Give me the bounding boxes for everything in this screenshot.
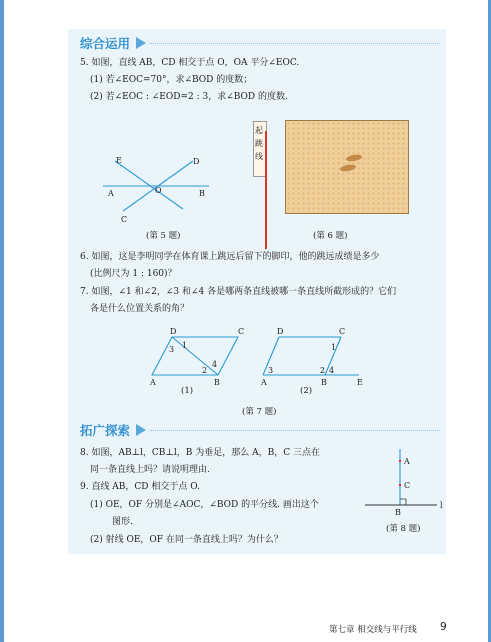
- problem-5-stem: 5. 如图，直线 AB，CD 相交于点 O，OA 平分∠EOC.: [80, 58, 300, 68]
- angle-4: 4: [329, 366, 335, 375]
- dotted-rule: [150, 43, 440, 44]
- label-l: l: [440, 501, 443, 510]
- problem-7-stem: 7. 如图，∠1 和∠2，∠3 和∠4 各是哪两条直线被哪一条直线所截形成的？它们: [80, 287, 397, 297]
- triangle-arrow-icon: [136, 37, 146, 49]
- angle-1: 1: [331, 343, 337, 352]
- chapter-footer: 第七章 相交线与平行线: [329, 625, 417, 635]
- page-edge-left: [0, 0, 4, 642]
- label-D: D: [277, 327, 284, 336]
- triangle-arrow-icon: [136, 424, 146, 436]
- label-C: C: [339, 327, 346, 336]
- label-B: B: [395, 508, 401, 517]
- exercise-panel: [68, 29, 446, 554]
- problem-7-stem-cont: 各是什么位置关系的角？: [90, 304, 190, 314]
- label-C: C: [404, 481, 411, 490]
- problem-6-stem-cont: (比例尺为 1 : 160)？: [90, 269, 177, 279]
- label-A: A: [150, 378, 156, 387]
- label-O: O: [155, 186, 162, 195]
- label-B: B: [199, 189, 205, 198]
- label-C: C: [121, 215, 128, 224]
- angle-2: 2: [320, 366, 326, 375]
- caption-fig-7-1: (1): [181, 386, 194, 396]
- section-header-comprehensive: [80, 34, 440, 52]
- label-E: E: [116, 156, 122, 165]
- label-D: D: [193, 157, 200, 166]
- problem-9-stem: 9. 直线 AB，CD 相交于点 O.: [80, 482, 200, 492]
- problem-5-part-2: (2) 若∠EOC : ∠EOD=2 : 3，求∠BOD 的度数.: [90, 92, 288, 102]
- section-header-extension: [80, 421, 440, 439]
- angle-3: 3: [169, 345, 175, 354]
- problem-9-part-1: (1) OE，OF 分别是∠AOC，∠BOD 的平分线. 画出这个: [90, 500, 319, 510]
- figure-7-1-diagram: [150, 329, 260, 389]
- section-title: 拓广探索: [80, 423, 131, 438]
- angle-3: 3: [268, 366, 274, 375]
- figure-7-2-diagram: [263, 329, 373, 389]
- sandbox-footprint-image: [285, 120, 409, 214]
- problem-6-stem: 6. 如图，这是李明同学在体育课上跳远后留下的脚印，他的跳远成绩是多少: [80, 252, 380, 262]
- angle-4: 4: [212, 360, 218, 369]
- jump-line: [265, 131, 267, 249]
- caption-fig-7-2: (2): [300, 386, 313, 396]
- caption-fig-7: (第 7 题): [242, 407, 277, 417]
- problem-9-part-2: (2) 射线 OE，OF 在同一条直线上吗？为什么？: [90, 535, 283, 545]
- section-title: 综合运用: [80, 36, 131, 51]
- problem-8-stem-cont: 同一条直线上吗？请说明理由.: [90, 465, 210, 475]
- caption-fig-8: (第 8 题): [386, 524, 421, 534]
- angle-2: 2: [202, 366, 208, 375]
- caption-fig-5: (第 5 题): [146, 231, 181, 241]
- label-E: E: [357, 378, 363, 387]
- label-A: A: [108, 189, 114, 198]
- jump-line-label: 起跳线: [255, 126, 263, 161]
- footprint-left: [346, 154, 363, 163]
- label-A: A: [261, 378, 267, 387]
- label-A: A: [404, 457, 410, 466]
- angle-1: 1: [182, 341, 188, 350]
- label-B: B: [214, 378, 220, 387]
- label-C: C: [238, 327, 245, 336]
- label-D: D: [170, 327, 177, 336]
- page-number: 9: [440, 621, 447, 633]
- problem-9-part-1-cont: 图形.: [112, 517, 133, 527]
- problem-8-stem: 8. 如图，AB⊥l，CB⊥l，B 为垂足，那么 A，B，C 三点在: [80, 448, 320, 458]
- figure-8-diagram: [365, 449, 445, 519]
- footprint-right: [340, 164, 357, 173]
- label-B: B: [321, 378, 327, 387]
- caption-fig-6: (第 6 题): [313, 231, 348, 241]
- dotted-rule: [150, 430, 440, 431]
- problem-5-part-1: (1) 若∠EOC=70°，求∠BOD 的度数；: [90, 75, 253, 85]
